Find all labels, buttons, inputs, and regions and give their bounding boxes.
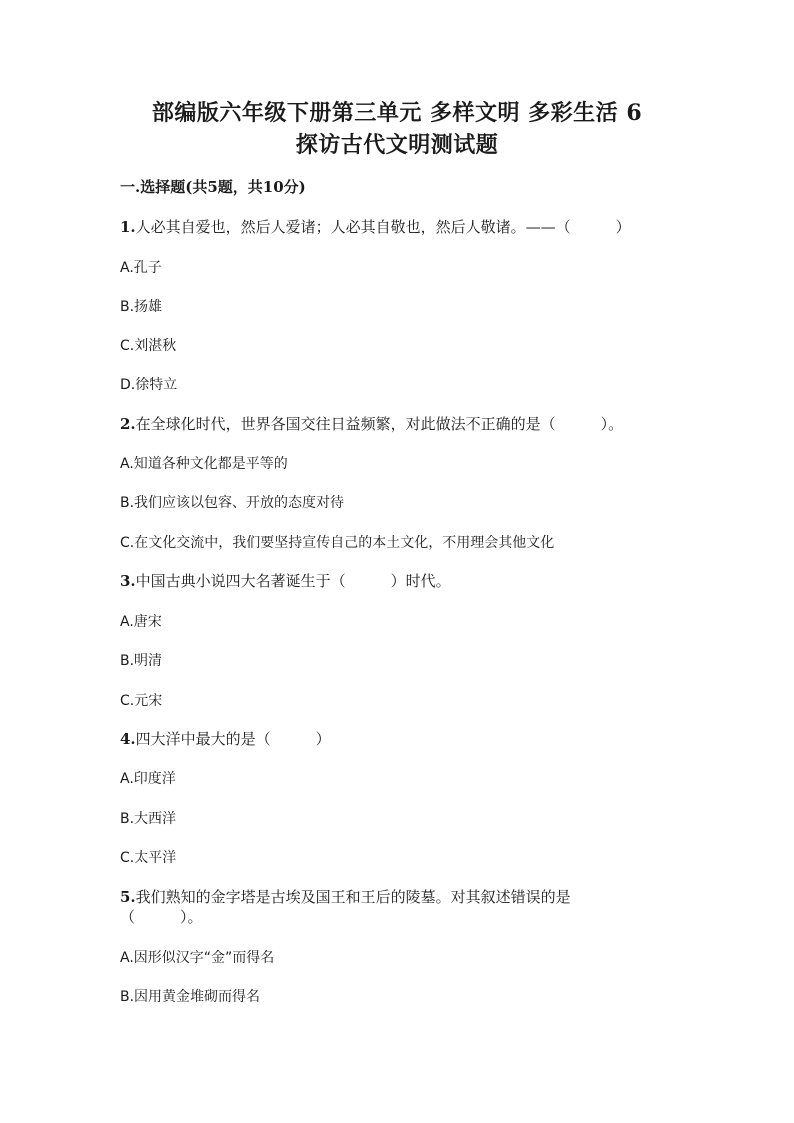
question-4 xyxy=(120,729,680,749)
option-label: A.因形似汉字“金”而得名 xyxy=(120,950,275,966)
option-label: C.在文化交流中，我们要坚持宣传自己的本土文化，不用理会其他文化 xyxy=(120,535,555,551)
question-text: 人必其自爱也，然后人爱诸；人必其自敬也，然后人敬诸。——（ ） xyxy=(135,218,631,236)
question-1-option-b xyxy=(120,296,680,317)
question-text: 四大洋中最大的是（ ） xyxy=(135,730,331,748)
question-2 xyxy=(120,414,680,434)
option-label: A.知道各种文化都是平等的 xyxy=(120,456,288,472)
question-number: 3. xyxy=(120,572,136,590)
question-1-option-a xyxy=(120,257,680,278)
question-5-option-a xyxy=(120,947,680,968)
document-title-line-1: 部编版六年级下册第三单元 多样文明 多彩生活 6 xyxy=(151,100,643,126)
option-label: B.大西洋 xyxy=(120,811,177,827)
question-number: 2. xyxy=(120,415,136,433)
question-4-option-a xyxy=(120,768,680,789)
question-5 xyxy=(120,887,610,927)
question-5-option-b xyxy=(120,986,680,1007)
question-1-option-d xyxy=(120,374,680,395)
option-label: B.因用黄金堆砌而得名 xyxy=(120,989,261,1005)
question-number: 4. xyxy=(120,730,136,748)
question-3-option-a xyxy=(120,611,680,632)
question-text: 中国古典小说四大名著诞生于（ ）时代。 xyxy=(135,572,451,590)
section-heading: 一.选择题(共5题，共10分) xyxy=(120,178,306,196)
document-title-line-2: 探访古代文明测试题 xyxy=(295,132,499,158)
question-3-option-c xyxy=(120,690,680,711)
option-label: C.元宋 xyxy=(120,693,163,709)
question-number: 5. xyxy=(120,888,136,906)
option-label: C.刘湛秋 xyxy=(120,338,177,354)
question-2-option-b xyxy=(120,492,680,513)
option-label: D.徐特立 xyxy=(120,377,178,393)
question-3-option-b xyxy=(120,650,680,671)
question-number: 1. xyxy=(120,218,136,236)
option-label: B.扬雄 xyxy=(120,299,163,315)
question-2-option-c xyxy=(120,532,680,553)
option-label: B.我们应该以包容、开放的态度对待 xyxy=(120,495,345,511)
option-label: A.孔子 xyxy=(120,260,162,276)
question-2-option-a xyxy=(120,453,680,474)
question-4-option-b xyxy=(120,808,680,829)
option-label: A.唐宋 xyxy=(120,614,162,630)
option-label: C.太平洋 xyxy=(120,850,177,866)
question-3 xyxy=(120,571,680,591)
question-1-option-c xyxy=(120,335,680,356)
question-1 xyxy=(120,217,680,237)
question-text: 在全球化时代，世界各国交往日益频繁，对此做法不正确的是（ ）。 xyxy=(135,415,624,433)
question-4-option-c xyxy=(120,847,680,868)
option-label: B.明清 xyxy=(120,653,163,669)
question-text: 我们熟知的金字塔是古埃及国王和王后的陵墓。对其叙述错误的是（ ）。 xyxy=(120,888,571,926)
option-label: A.印度洋 xyxy=(120,771,176,787)
